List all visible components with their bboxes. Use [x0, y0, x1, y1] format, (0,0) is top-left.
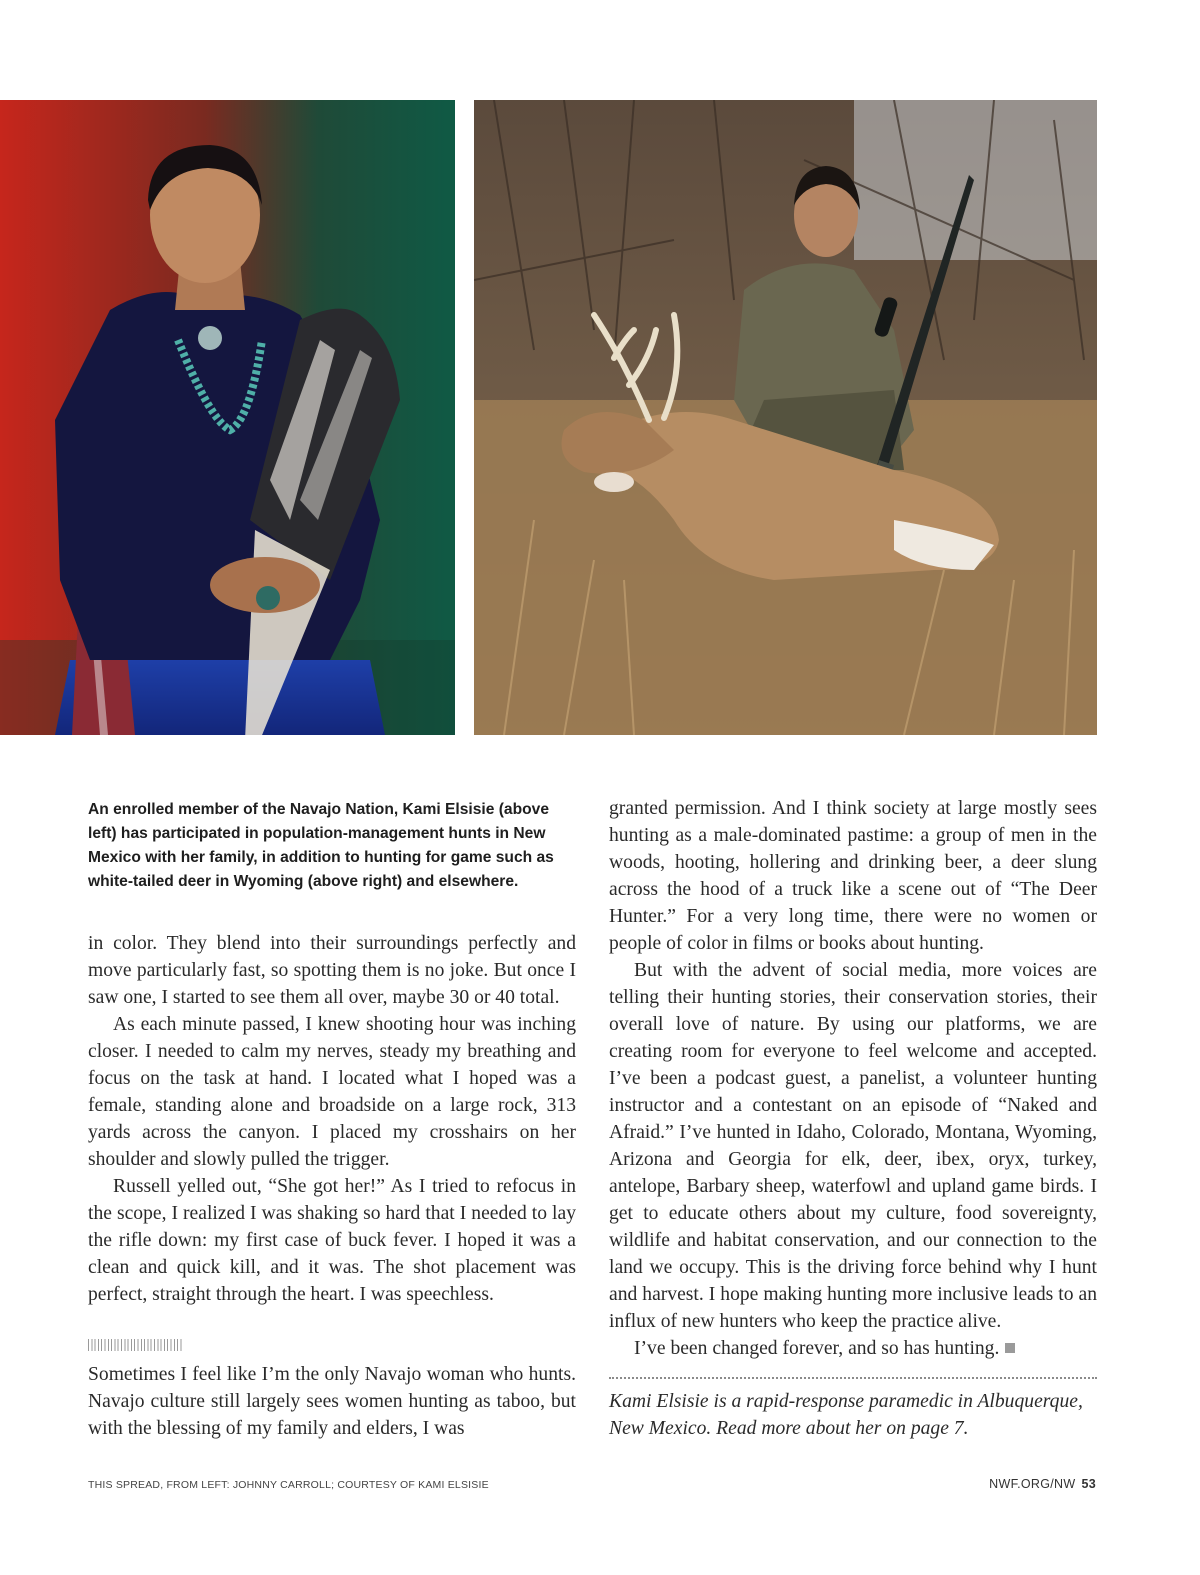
left-column-bottom — [88, 1361, 576, 1442]
right-column — [609, 795, 1097, 1362]
portrait-photo — [0, 100, 455, 735]
closing-text: I’ve been changed forever, and so has hunting. — [634, 1338, 1000, 1359]
paragraph: granted permission. And I think society at large mostly sees hunting as a male-dominated pastime: a group of men in the woods, hooting, hollering and drinking beer, a deer slung across the hood of a truck like a scene out of “The Deer Hunter.” For a very long time, there were no women or people of color in films or books about hunting. — [609, 798, 1097, 954]
paragraph: As each minute passed, I knew shooting hour was inching closer. I needed to calm my nerves, steady my breathing and focus on the task at hand. I located what I hoped was a female, standing alone and broadside on a large rock, 313 yards across the canyon. I placed my crosshairs on her shoulder and slowly pulled the trigger. — [88, 1014, 576, 1170]
page-number: 53 — [1081, 1477, 1096, 1491]
paragraph: Russell yelled out, “She got her!” As I tried to refocus in the scope, I realized I was shaking so hard that I needed to lay the rifle down: my first case of buck fever. I hoped it was a clean and quick kill, and it was. The shot placement was perfect, straight through the heart. I was speechless. — [88, 1176, 576, 1305]
section-break-rule — [88, 1339, 182, 1351]
photo-credit: THIS SPREAD, FROM LEFT: JOHNNY CARROLL; COURTESY OF KAMI ELSISIE — [88, 1479, 489, 1491]
paragraph: in color. They blend into their surroundings perfectly and move particularly fast, so spotting them is no joke. But once I saw one, I started to see them all over, maybe 30 or 40 total. — [88, 933, 576, 1008]
end-mark-icon — [1005, 1343, 1015, 1353]
paragraph: Sometimes I feel like I’m the only Navajo woman who hunts. Navajo culture still largely sees women hunting as taboo, but with the blessing of my family and elders, I was — [88, 1364, 576, 1439]
left-column-top — [88, 930, 576, 1308]
dotted-divider — [609, 1377, 1097, 1379]
hunting-photo — [474, 100, 1097, 735]
closing-paragraph — [609, 1335, 1097, 1362]
page-folio — [989, 1477, 1096, 1491]
site-url: NWF.ORG/NW — [989, 1477, 1076, 1491]
paragraph: But with the advent of social media, more voices are telling their hunting stories, their conservation stories, their overall love of nature. By using our platforms, we are creating room for everyone to feel welcome and accepted. I’ve been a podcast guest, a panelist, a volunteer hunting instructor and a contestant on an episode of “Naked and Afraid.” I’ve hunted in Idaho, Colorado, Montana, Wyoming, Arizona and Georgia for elk, deer, ibex, oryx, turkey, antelope, Barbary sheep, waterfowl and upland game birds. I get to educate others about my culture, food sovereignty, wildlife and habitat conservation, and our connection to the land we occupy. This is the driving force behind why I hunt and harvest. I hope making hunting more inclusive leads to an influx of new hunters who keep the practice alive. — [609, 960, 1097, 1332]
photo-caption: An enrolled member of the Navajo Nation, Kami Elsisie (above left) has participated in population-management hunts in New Mexico with her family, in addition to hunting for game such as white-tailed deer in Wyoming (above right) and elsewhere. — [88, 801, 554, 890]
author-bio: Kami Elsisie is a rapid-response paramedic in Albuquerque, New Mexico. Read more about her on page 7. — [609, 1391, 1083, 1439]
